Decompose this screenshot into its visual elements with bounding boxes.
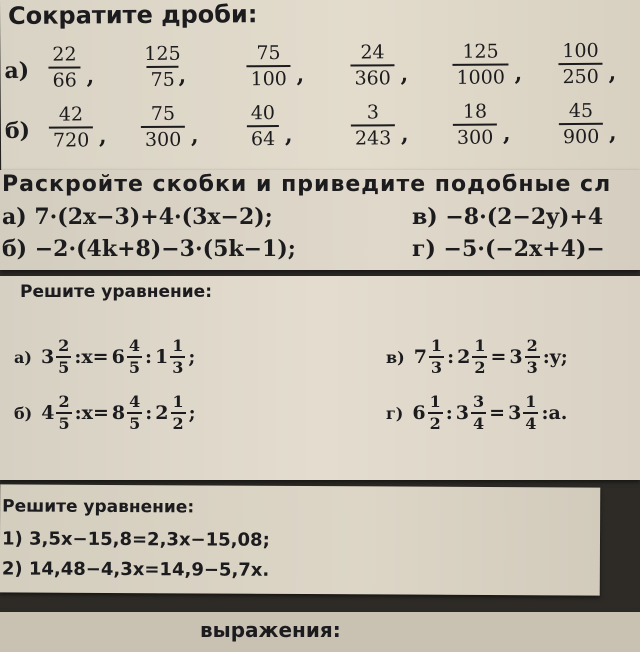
separator-comma: , xyxy=(178,62,187,89)
fraction-numerator: 1 xyxy=(474,336,486,355)
expressions-strip xyxy=(0,612,640,652)
fraction-denominator: 5 xyxy=(128,358,140,377)
fraction-denominator: 64 xyxy=(247,125,279,149)
equation-operator: :a. xyxy=(541,402,568,424)
equation-2: 2) 14,48−4,3x=14,9−5,7x. xyxy=(1,558,270,581)
separator-comma: , xyxy=(608,59,617,86)
fraction-numerator: 24 xyxy=(360,41,385,64)
fraction xyxy=(246,44,291,89)
mixed-whole: 3 xyxy=(509,346,523,368)
separator-comma: , xyxy=(86,63,95,90)
fraction xyxy=(559,99,604,149)
equation-operator: ; xyxy=(188,346,196,368)
expression-b: б) −2·(4k+8)−3·(5k−1); xyxy=(2,236,296,262)
mixed-fraction xyxy=(525,338,540,376)
separator-comma: , xyxy=(190,122,199,149)
fraction-denominator: 360 xyxy=(350,64,394,88)
separator-comma: , xyxy=(502,120,511,147)
equation-operator: :y; xyxy=(542,346,568,368)
expressions-title: выражения: xyxy=(200,618,341,642)
equation-operator: :x= xyxy=(74,346,109,368)
mixed-fraction xyxy=(472,338,487,376)
expand-brackets-title: Раскройте скобки и приведите подобные сл xyxy=(2,172,612,197)
equation xyxy=(386,338,570,376)
mixed-number xyxy=(414,338,444,376)
mixed-fraction xyxy=(171,394,186,432)
mixed-number xyxy=(41,338,71,376)
fraction-denominator: 75 xyxy=(146,66,178,90)
row-label-a: а) xyxy=(4,57,30,84)
fraction xyxy=(350,43,395,88)
solve-equation-title-1: Решите уравнение: xyxy=(20,282,212,302)
fraction xyxy=(351,103,396,148)
mixed-whole: 6 xyxy=(111,346,125,368)
fraction xyxy=(48,45,81,90)
equation-operator: : xyxy=(447,346,455,368)
fraction-numerator: 18 xyxy=(462,100,488,123)
fraction xyxy=(558,39,603,89)
mixed-fraction xyxy=(127,394,142,432)
fraction-numerator: 75 xyxy=(256,42,281,65)
mixed-number xyxy=(456,394,486,432)
fraction-numerator: 1 xyxy=(525,392,537,411)
equation-operator: :x= xyxy=(74,402,109,424)
row-label-b: б) xyxy=(4,117,31,144)
solve-equation-strip-2 xyxy=(0,484,600,595)
fraction-denominator: 5 xyxy=(58,414,70,433)
fraction-denominator: 250 xyxy=(558,63,602,87)
separator-comma: , xyxy=(284,121,293,149)
mixed-whole: 7 xyxy=(413,346,427,368)
mixed-number xyxy=(112,338,142,376)
equation-label: г) xyxy=(386,403,404,423)
mixed-whole: 3 xyxy=(508,402,522,424)
mixed-fraction xyxy=(428,394,443,432)
equation-label: в) xyxy=(386,347,405,367)
fraction-denominator: 66 xyxy=(48,66,80,90)
fraction-numerator: 1 xyxy=(172,336,184,355)
fraction-numerator: 125 xyxy=(462,40,499,63)
fraction-numerator: 2 xyxy=(526,336,538,355)
expression-a: а) 7·(2x−3)+4·(3x−2); xyxy=(2,204,273,230)
fraction-numerator: 45 xyxy=(568,99,594,123)
expression-g: г) −5·(−2x+4)− xyxy=(412,236,605,262)
mixed-whole: 4 xyxy=(41,402,55,424)
fraction-denominator: 2 xyxy=(474,358,486,377)
fraction-denominator: 3 xyxy=(430,358,443,377)
fraction-denominator: 3 xyxy=(172,358,184,377)
mixed-whole: 3 xyxy=(455,402,469,424)
separator-comma: , xyxy=(296,61,305,88)
fraction-numerator: 22 xyxy=(52,43,77,66)
fraction-denominator: 300 xyxy=(453,124,497,148)
equation-operator: = xyxy=(490,346,507,368)
separator-comma: , xyxy=(400,121,409,148)
solve-equation-strip-1 xyxy=(0,276,640,480)
fraction-denominator: 100 xyxy=(246,65,290,89)
fraction-denominator: 300 xyxy=(141,126,185,150)
equation xyxy=(14,338,197,376)
equation-operator: = xyxy=(489,402,506,424)
separator-comma: , xyxy=(514,60,523,87)
equation-1: 1) 3,5x−15,8=2,3x−15,08; xyxy=(1,528,270,551)
equation-operator: ; xyxy=(188,402,196,424)
mixed-fraction xyxy=(56,338,71,376)
fraction-numerator: 2 xyxy=(58,392,70,411)
fraction-numerator: 4 xyxy=(129,392,141,411)
equation-operator: : xyxy=(144,346,152,368)
mixed-fraction xyxy=(127,338,142,376)
fraction-denominator: 2 xyxy=(429,414,441,433)
fraction-numerator: 75 xyxy=(150,102,176,125)
mixed-whole: 2 xyxy=(155,402,169,424)
separator-comma: , xyxy=(98,123,107,150)
mixed-whole: 6 xyxy=(412,402,426,424)
fraction-denominator: 720 xyxy=(49,126,93,150)
fraction-denominator: 4 xyxy=(473,414,485,433)
fraction-numerator: 42 xyxy=(58,103,84,126)
equation-label: а) xyxy=(14,347,32,367)
mixed-fraction xyxy=(471,394,486,432)
fraction-denominator: 5 xyxy=(58,358,70,377)
fraction xyxy=(247,104,280,149)
mixed-number xyxy=(412,394,442,432)
fraction-numerator: 3 xyxy=(473,392,485,411)
mixed-fraction xyxy=(56,394,71,432)
fraction-denominator: 3 xyxy=(526,358,538,377)
fraction-numerator: 125 xyxy=(144,42,181,65)
fraction-numerator: 1 xyxy=(430,336,443,355)
equation-label: б) xyxy=(14,403,33,423)
expression-v: в) −8·(2−2y)+4 xyxy=(412,204,604,230)
equation xyxy=(386,394,569,432)
fraction-numerator: 40 xyxy=(250,102,276,125)
mixed-fraction xyxy=(170,338,185,376)
mixed-number xyxy=(112,394,142,432)
separator-comma: , xyxy=(400,61,409,88)
mixed-number xyxy=(155,338,185,376)
fraction-numerator: 1 xyxy=(429,392,441,411)
fraction-numerator: 3 xyxy=(366,101,380,124)
fraction-denominator: 5 xyxy=(129,414,141,433)
fraction-numerator: 2 xyxy=(58,336,70,355)
solve-equation-title-2: Решите уравнение: xyxy=(2,496,195,518)
mixed-number xyxy=(509,338,539,376)
mixed-whole: 2 xyxy=(457,346,471,368)
fraction-numerator: 100 xyxy=(562,39,599,63)
reduce-fractions-title: Сократите дроби: xyxy=(8,0,258,30)
fraction xyxy=(453,100,498,149)
mixed-whole: 3 xyxy=(40,346,55,368)
mixed-whole: 1 xyxy=(154,346,169,368)
fraction-numerator: 1 xyxy=(172,392,184,411)
expand-brackets-strip xyxy=(0,170,640,270)
separator-comma: , xyxy=(608,119,617,146)
reduce-fractions-strip xyxy=(0,0,640,178)
fraction xyxy=(49,105,94,150)
mixed-number xyxy=(41,394,71,432)
mixed-number xyxy=(457,338,487,376)
fraction xyxy=(452,42,509,87)
fraction-denominator: 2 xyxy=(172,414,184,433)
mixed-whole: 8 xyxy=(111,402,126,424)
fraction-numerator: 4 xyxy=(128,336,140,355)
equation xyxy=(14,394,198,432)
fraction-denominator: 4 xyxy=(525,414,537,433)
fraction-denominator: 243 xyxy=(351,124,395,148)
equation-operator: : xyxy=(145,402,153,424)
equation-operator: : xyxy=(445,402,453,424)
mixed-fraction xyxy=(523,394,538,432)
fraction-denominator: 900 xyxy=(559,123,603,147)
fraction xyxy=(141,102,186,151)
mixed-number xyxy=(155,394,185,432)
mixed-number xyxy=(508,394,538,432)
mixed-fraction xyxy=(429,338,444,376)
fraction-denominator: 1000 xyxy=(452,63,509,87)
